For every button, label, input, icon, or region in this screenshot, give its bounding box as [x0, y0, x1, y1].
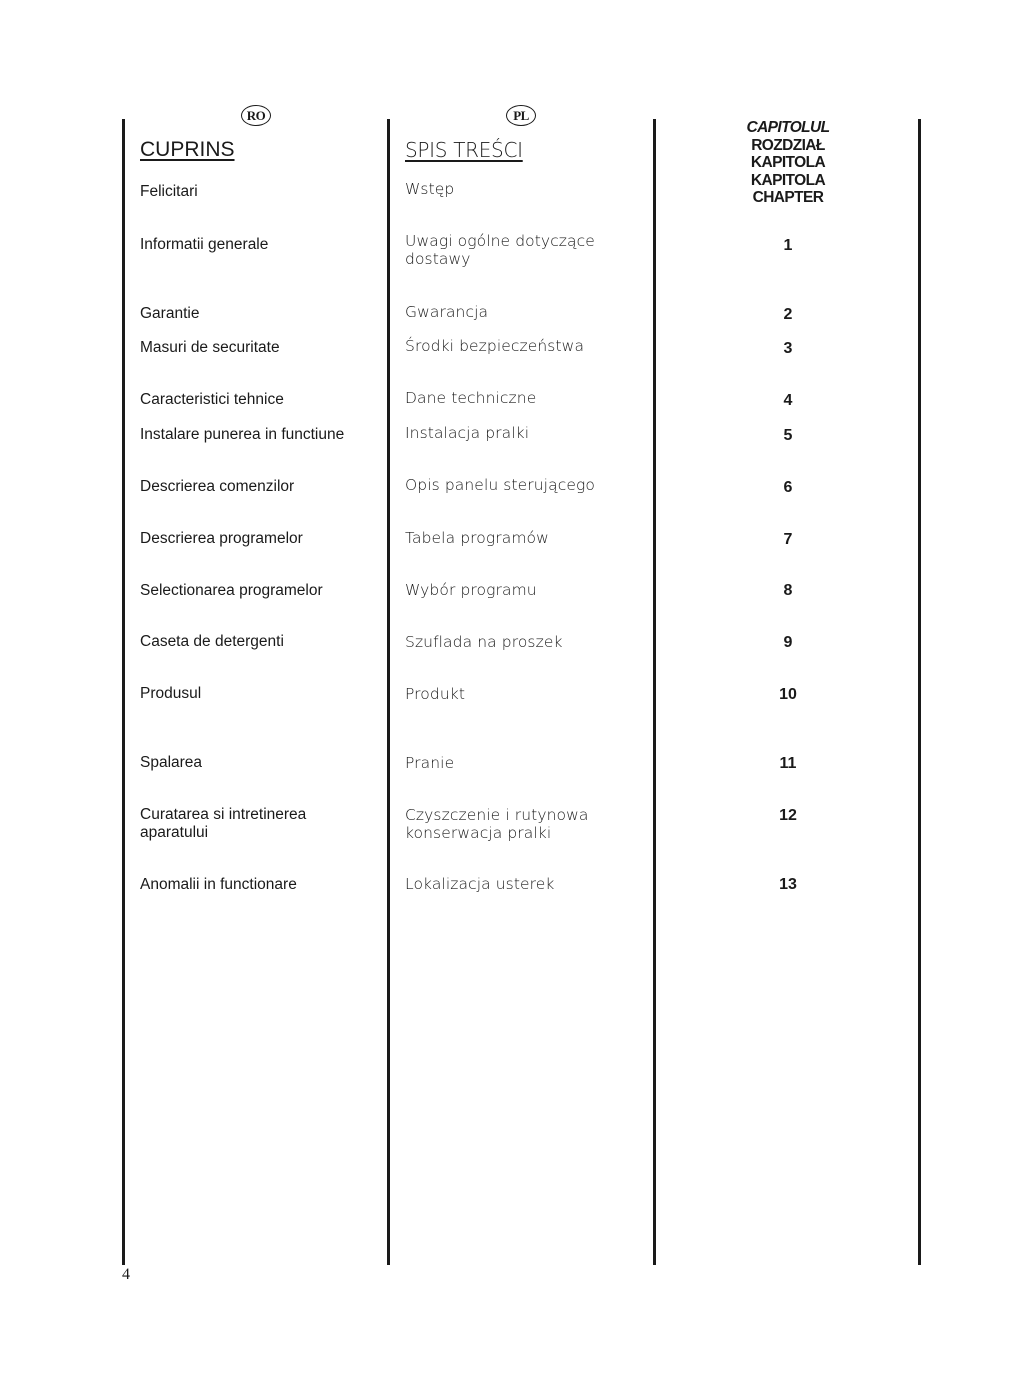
- pl-entry: Czyszczenie i rutynowa konserwacja pralki: [405, 806, 589, 842]
- chapter-number: 1: [783, 237, 793, 254]
- ro-entry: Felicitari: [140, 183, 198, 200]
- pl-contents-title: SPIS TREŚCI: [405, 138, 523, 162]
- column-rule-end: [918, 119, 921, 1265]
- chapter-number: 2: [783, 306, 793, 323]
- page-number: 4: [122, 1266, 130, 1283]
- ro-entry: Garantie: [140, 305, 200, 322]
- ro-entry: Instalare punerea in functiune: [140, 426, 345, 443]
- ro-entry: Spalarea: [140, 754, 203, 771]
- ro-contents-title: CUPRINS: [140, 138, 235, 161]
- pl-entry: Środki bezpieczeństwa: [405, 337, 585, 355]
- chapter-column-heading: [718, 119, 858, 207]
- chapter-label-sk: KAPITOLA: [750, 171, 826, 189]
- ro-entry: Masuri de securitate: [140, 339, 280, 356]
- chapter-number: 6: [783, 479, 793, 496]
- ro-entry: Descrierea comenzilor: [140, 478, 295, 495]
- ro-entry: Informatii generale: [140, 236, 269, 253]
- chapter-number: 13: [779, 876, 797, 893]
- pl-entry: Dane techniczne: [405, 389, 537, 407]
- pl-entry: Opis panelu sterującego: [405, 476, 595, 494]
- ro-entry: Caseta de detergenti: [140, 633, 284, 650]
- ro-entry: Anomalii in functionare: [140, 876, 297, 893]
- pl-entry: Lokalizacja usterek: [405, 875, 555, 893]
- pl-entry: Produkt: [405, 685, 466, 703]
- pl-language-badge: PL: [506, 105, 536, 126]
- pl-entry: Pranie: [405, 754, 455, 772]
- ro-entry: Descrierea programelor: [140, 530, 303, 547]
- chapter-number: 7: [783, 531, 793, 548]
- chapter-number: 3: [783, 340, 793, 357]
- column-rule-left: [122, 119, 125, 1265]
- column-rule-right: [653, 119, 656, 1265]
- chapter-number: 8: [783, 582, 793, 599]
- ro-entry: Selectionarea programelor: [140, 582, 323, 599]
- chapter-label-cz: KAPITOLA: [750, 154, 826, 171]
- chapter-number: 5: [783, 427, 793, 444]
- ro-entry: Curatarea si intretinerea aparatului: [140, 806, 307, 841]
- ro-entry: Caracteristici tehnice: [140, 391, 284, 408]
- chapter-label-ro: CAPITOLUL: [746, 119, 830, 136]
- ro-language-badge: RO: [241, 105, 271, 126]
- chapter-number: 4: [783, 392, 793, 409]
- chapter-label-pl: ROZDZIAŁ: [751, 136, 825, 154]
- pl-entry: Tabela programów: [405, 529, 549, 547]
- ro-entry: Produsul: [140, 685, 202, 702]
- chapter-number: 12: [779, 807, 797, 824]
- pl-entry: Uwagi ogólne dotyczące dostawy: [405, 232, 595, 268]
- pl-entry: Wstęp: [405, 180, 455, 198]
- column-rule-middle: [387, 119, 390, 1265]
- pl-entry: Gwarancja: [405, 303, 489, 321]
- pl-entry: Szuflada na proszek: [405, 633, 563, 651]
- chapter-label-en: CHAPTER: [752, 189, 824, 206]
- chapter-number: 11: [779, 755, 797, 772]
- pl-entry: Instalacja pralki: [405, 424, 530, 442]
- pl-entry: Wybór programu: [405, 581, 537, 599]
- chapter-number: 10: [779, 686, 797, 703]
- chapter-number: 9: [783, 634, 793, 651]
